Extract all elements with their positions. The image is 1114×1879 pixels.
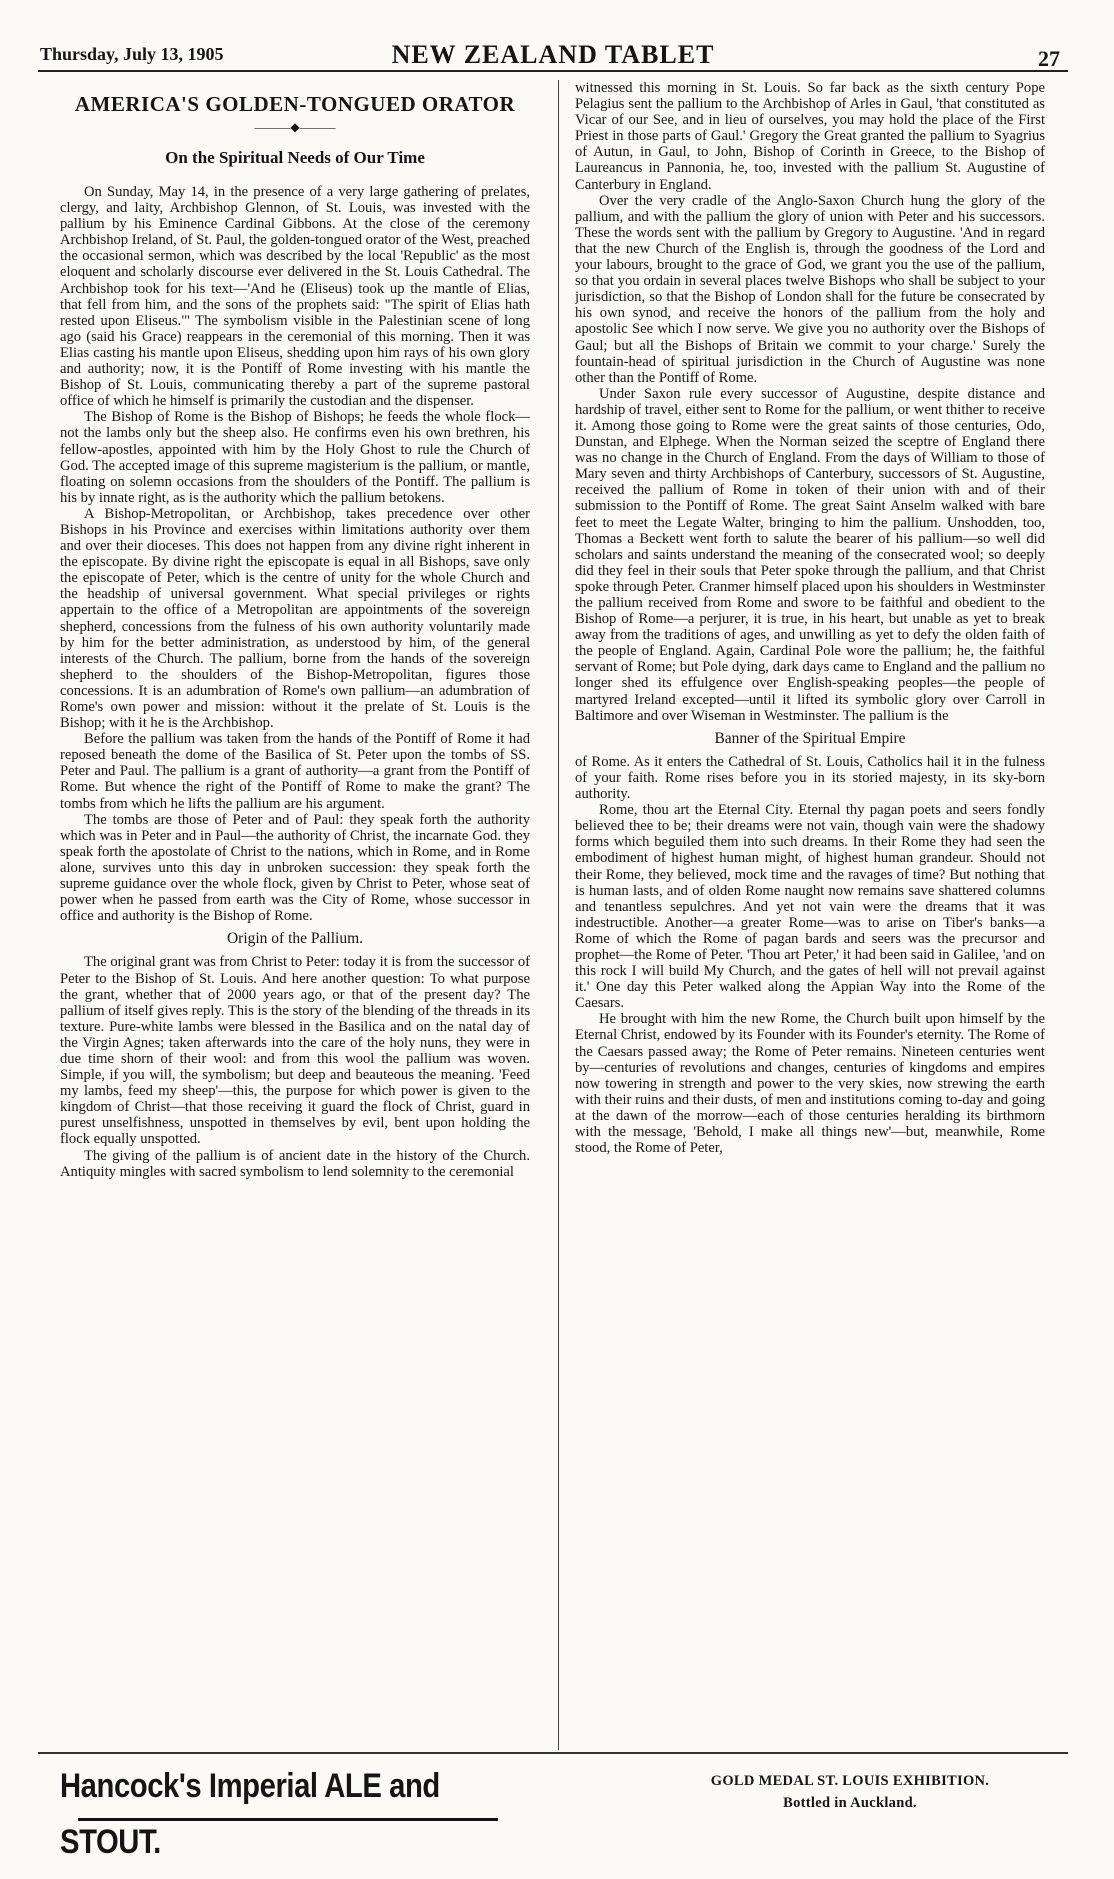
paragraph: On Sunday, May 14, in the presence of a very large gathering of prelates, clergy, and laity, Archbishop Glennon, of St. Louis, was invested with the pallium by his Eminence Cardinal Gibbons. At the close of the ceremony Archbishop Ireland, of St. Paul, the golden-tongued orator of the West, preached the occasional sermon, which was described by the local 'Republic' as the most eloquent and scholarly discourse ever delivered in the St. Louis Cathedral. The Archbishop took for his text—'And he (Eliseus) took up the mantle of Elias, that fell from him, and the sons of the prophets said: "The spirit of Elias hath rested upon Eliseus."' The symbolism visible in the Palestinian scene of long ago (said his Grace) reappears in the ceremonial of this morning. Then it was Elias casting his mantle upon Eliseus, shedding upon him rays of his own glory and authority; now, it is the Pontiff of Rome investing with his mantle the Bishop of St. Louis, communicating thereby a part of the supreme pastoral office of which he himself is primarily the custodian and the dispenser. <box>60 184 530 410</box>
paragraph: He brought with him the new Rome, the Church built upon himself by the Eternal Christ, endowed by its Founder with its Founder's eternity. The Rome of the Caesars passed away; the Rome of Peter remains. Nineteen centuries went by—centuries of revolutions and changes, centuries of kingdoms and empires now towering in strength and power to the very skies, now strewing the earth with their ruins and their dusts, of men and institutions coming to-day and going at the dawn of the morrow—each of those centuries heralding its birthmorn with the message, 'Behold, I make all things new'—but, meanwhile, Rome stood, the Rome of Peter, <box>575 1011 1045 1157</box>
right-column <box>575 80 1045 1745</box>
masthead <box>38 40 1068 72</box>
paragraph: A Bishop-Metropolitan, or Archbishop, takes precedence over other Bishops in his Province and exercises within limitations authority over them and over their dioceses. This does not happen from any divine right inherent in the episcopate. By divine right the episcopate is equal in all Bishops, save only the episcopate of Peter, which is the centre of unity for the whole Church and the headship of universal government. What special privileges or rights appertain to the office of a Metropolitan are appointments of the sovereign shepherd, concessions from the fulness of his own authority voluntarily made by him for the better administration, as understood by him, of the general interests of the Church. The pallium, borne from the hands of the sovereign shepherd to the shoulders of the Bishop-Metropolitan, figures those concessions. It is an adumbration of Rome's own pallium—an adumbration of Rome's own power and mission: without it the prelate of St. Louis is the Bishop; with it he is the Archbishop. <box>60 505 530 732</box>
footer-rule <box>38 1752 1068 1754</box>
paragraph: The original grant was from Christ to Peter: today it is from the successor of Peter to the Bishop of St. Louis. And here another question: To what purpose the grant, whether that of 2000 years ago, or that of the present day? The pallium of itself gives reply. This is the story of the blending of the threads in its texture. Pure-white lambs were blessed in the Basilica and on the natal day of the Virgin Agnes; taken afterwards into the care of the holy nuns, they were in due time shorn of their wool: and from this wool the pallium was woven. Simple, if you will, the symbolism; but deep and beauteous the meaning. 'Feed my lambs, feed my sheep'—this, the purpose for which power is given to the kingdom of Christ—that those receiving it guard the flock of Christ, guard in purest unselfishness, unspotted in themselves by evil, bent upon holding the flock equally unspotted. <box>60 954 530 1148</box>
advertisement-underline <box>78 1818 498 1821</box>
paragraph: Under Saxon rule every successor of Augustine, despite distance and hardship of travel, either sent to Rome for the pallium, or went thither to receive it. Among those going to Rome were the great saints of those centuries, Odo, Dunstan, and Elphege. When the Norman seized the sceptre of England there was no change in the Church of England. From the days of William to those of Mary seven and thirty Archbishops of Canterbury, successors of St. Augustine, received the pallium of Rome in token of their union with and of their submission to the Pontiff of Rome. The great Saint Anselm walked with bare feet to meet the Legate Walter, bringing to him the pallium. Unshodden, too, Thomas a Beckett went forth to salute the bearer of his pallium—so well did scholars and saints understand the meaning of the consecrated wool; so deeply did they feel in their souls that Peter spoke through the pallium, and that Christ spoke through Peter. Cranmer himself placed upon his shoulders in Westminster the pallium received from Rome and swore to be faithful and obedient to the Bishop of Rome—a perjurer, it is true, in his heart, but unable as yet to break away from the traditions of ages, and unwilling as yet to defy the olden faith of the people of England. Again, Cardinal Pole wore the pallium; he, the faithful servant of Rome; but Pole dying, dark days came to England and the pallium no longer shed its effulgence over English-speaking peoples—the people of martyred Ireland excepted—until it lifted its symbolic glory over Carroll in Baltimore and over Wiseman in Westminster. The pallium is the <box>575 385 1045 724</box>
column-divider <box>558 80 559 1750</box>
medal-line: GOLD MEDAL ST. LOUIS EXHIBITION. <box>710 1773 990 1789</box>
newspaper-title: NEW ZEALAND TABLET <box>391 40 715 69</box>
section-heading-banner: Banner of the Spiritual Empire <box>714 729 906 747</box>
section-heading-origin: Origin of the Pallium. <box>226 930 364 948</box>
paragraph: The tombs are those of Peter and of Paul: they speak forth the authority which was in Peter and in Paul—the authority of Christ, the incarnate God. they speak forth the apostolate of Christ to the nations, which in Rome, and in Rome alone, survives unto this day in unbroken succession: they speak forth the supreme guidance over the whole flock, given by Christ to Peter, whose seat of power when he passed from earth was the City of Rome, whose successor in office and authority is the Bishop of Rome. <box>60 811 530 925</box>
paragraph: The giving of the pallium is of ancient date in the history of the Church. Antiquity mingles with sacred symbolism to lend solemnity to the ceremonial <box>60 1147 530 1180</box>
paragraph: The Bishop of Rome is the Bishop of Bishops; he feeds the whole flock—not the lambs only but the sheep also. He confirms even his own brethren, his fellow-apostles, appointed with him by the Holy Ghost to rule the Church of God. The accepted image of this supreme magisterium is the pallium, or mantle, floating on solemn occasions from the shoulders of the Pontiff. The pallium is his by innate right, as is the authority which the pallium betokens. <box>60 409 530 506</box>
medal-advertisement <box>660 1770 1040 1814</box>
bottled-line: Bottled in Auckland. <box>783 1795 917 1811</box>
paragraph: Before the pallium was taken from the hands of the Pontiff of Rome it had reposed beneath the dome of the Basilica of St. Peter upon the tombs of SS. Peter and Paul. The pallium is a grant of authority—a grant from the Pontiff of Rome. But whence the right of the Pontiff of Rome to make the grant? The tombs from which he lifts the pallium are his argument. <box>60 731 530 812</box>
article-subtitle: On the Spiritual Needs of Our Time <box>165 148 425 167</box>
paragraph: Rome, thou art the Eternal City. Eternal thy pagan poets and seers fondly believed thee to be; their dreams were not vain, though vain were the shadowy forms which beguiled them into such dreams. In their Rome they had seen the embodiment of highest human might, of highest human grandeur. Should not their Rome, they believed, mock time and the ravages of time? But nothing that is human lasts, and of olden Rome naught now remains save shattered columns and tenantless sepulchres. And yet not vain were the dreams that it was indestructible. Another—a greater Rome—was to arise on Tiber's banks—a Rome of which the Rome of pagan bards and seers was the precursor and prophet—the Rome of Peter. 'Thou art Peter,' it had been said in Galilee, 'and on this rock I will build My Church, and the gates of hell will not prevail against it.' One day this Peter walked along the Appian Way into the Rome of the Caesars. <box>575 802 1045 1012</box>
left-column <box>60 80 530 1745</box>
paragraph: of Rome. As it enters the Cathedral of St. Louis, Catholics hail it in the fulness of your faith. Rome rises before you in its storied majesty, in its sky-born authority. <box>575 753 1045 803</box>
issue-date: Thursday, July 13, 1905 <box>40 44 224 64</box>
page-number: 27 <box>1038 46 1060 71</box>
paragraph: witnessed this morning in St. Louis. So far back as the sixth century Pope Pelagius sent the pallium to the Archbishop of Arles in Gaul, 'that constituted as Vicar of our See, and in lieu of ourselves, you may hold the place of the First Priest in those parts of Gaul.' Gregory the Great granted the pallium to Syagrius of Autun, in Gaul, to John, Bishop of Corinth in Greece, to the Bishop of Laureancus in Pannonia, he, too, invested with the pallium St. Augustine of Canterbury in England. <box>575 80 1045 193</box>
paragraph: Over the very cradle of the Anglo-Saxon Church hung the glory of the pallium, and with the pallium the glory of union with Peter and his successors. These the words sent with the pallium by Gregory to Augustine. 'And in regard that the new Church of the English is, through the goodness of the Lord and your labours, brought to the grace of God, we grant you the use of the pallium, so that you ordain in several places twelve Bishops who shall be subject to your jurisdiction, so that the Bishop of London shall for the future be consecrated by his own synod, and receive the honors of the pallium from the holy and apostolic See which I now serve. We give you no authority over the Bishops of Gaul; but all the Bishops of Britain we commit to your charge.' Surely the fountain-head of spiritual jurisdiction in the Church of Augustine was none other than the Pontiff of Rome. <box>575 192 1045 386</box>
title-ornament: ———◆——— <box>254 120 336 134</box>
article-title: AMERICA'S GOLDEN-TONGUED ORATOR <box>74 92 516 116</box>
ale-advertisement: Hancock's Imperial ALE and STOUT. <box>60 1767 440 1861</box>
